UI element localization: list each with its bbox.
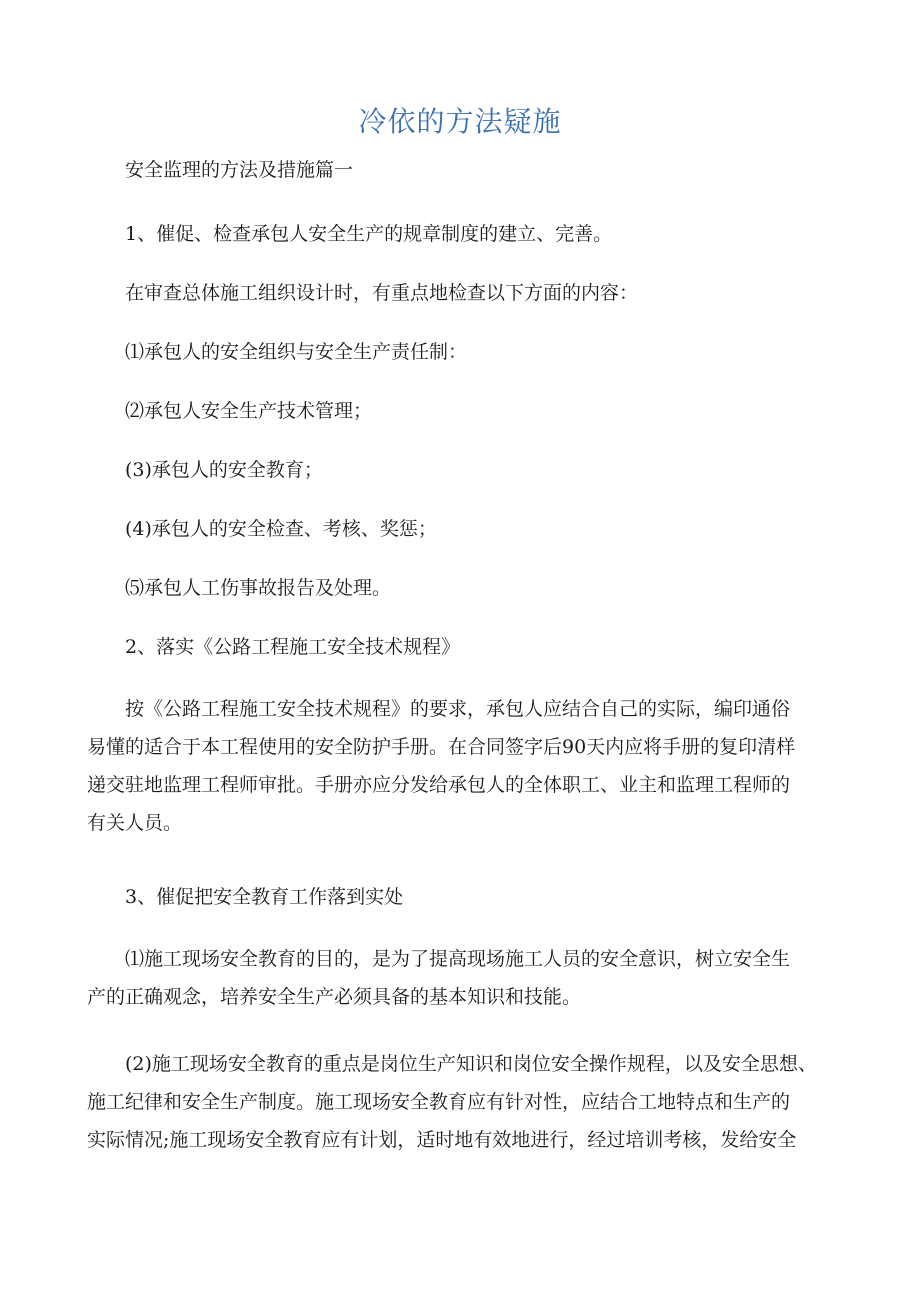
list-item-2: ⑵承包人安全生产技术管理；	[125, 400, 373, 422]
text-line: 有关人员。	[87, 812, 183, 834]
list-item-4: (4)承包人的安全检查、考核、奖惩；	[125, 518, 437, 540]
list-item-5: ⑸承包人工伤事故报告及处理。	[125, 577, 392, 599]
paragraph-education-focus	[87, 1045, 847, 1159]
text-line: (2)施工现场安全教育的重点是岗位生产知识和岗位安全操作规程，以及安全思想、	[125, 1053, 817, 1075]
text-line: 递交驻地监理工程师审批。手册亦应分发给承包人的全体职工、业主和监理工程师的	[87, 774, 791, 796]
list-item-1: ⑴承包人的安全组织与安全生产责任制：	[125, 341, 468, 363]
text-line: 施工纪律和安全生产制度。施工现场安全教育应有针对性，应结合工地特点和生产的	[87, 1091, 791, 1113]
document-title: 冷依的方法疑施	[358, 105, 562, 138]
paragraph-education-purpose	[87, 940, 847, 1016]
section-heading: 安全监理的方法及措施篇一	[125, 159, 354, 181]
item-heading-2: 2、落实《公路工程施工安全技术规程》	[125, 636, 461, 658]
text-line: 产的正确观念，培养安全生产必须具备的基本知识和技能。	[87, 986, 582, 1008]
text-line: ⑴施工现场安全教育的目的，是为了提高现场施工人员的安全意识，树立安全生	[125, 948, 791, 970]
text-line: 按《公路工程施工安全技术规程》的要求，承包人应结合自己的实际，编印通俗	[125, 698, 791, 720]
item-heading-1: 1、催促、检查承包人安全生产的规章制度的建立、完善。	[125, 223, 613, 245]
list-item-3: (3)承包人的安全教育；	[125, 459, 323, 481]
text-line: 易懂的适合于本工程使用的安全防护手册。在合同签字后90天内应将手册的复印清样	[87, 736, 796, 758]
paragraph-manual	[87, 690, 847, 842]
text-line: 实际情况;施工现场安全教育应有计划，适时地有效地进行，经过培训考核，发给安全	[87, 1129, 797, 1151]
paragraph-intro: 在审查总体施工组织设计时，有重点地检查以下方面的内容：	[125, 282, 639, 304]
item-heading-3: 3、催促把安全教育工作落到实处	[125, 886, 404, 908]
